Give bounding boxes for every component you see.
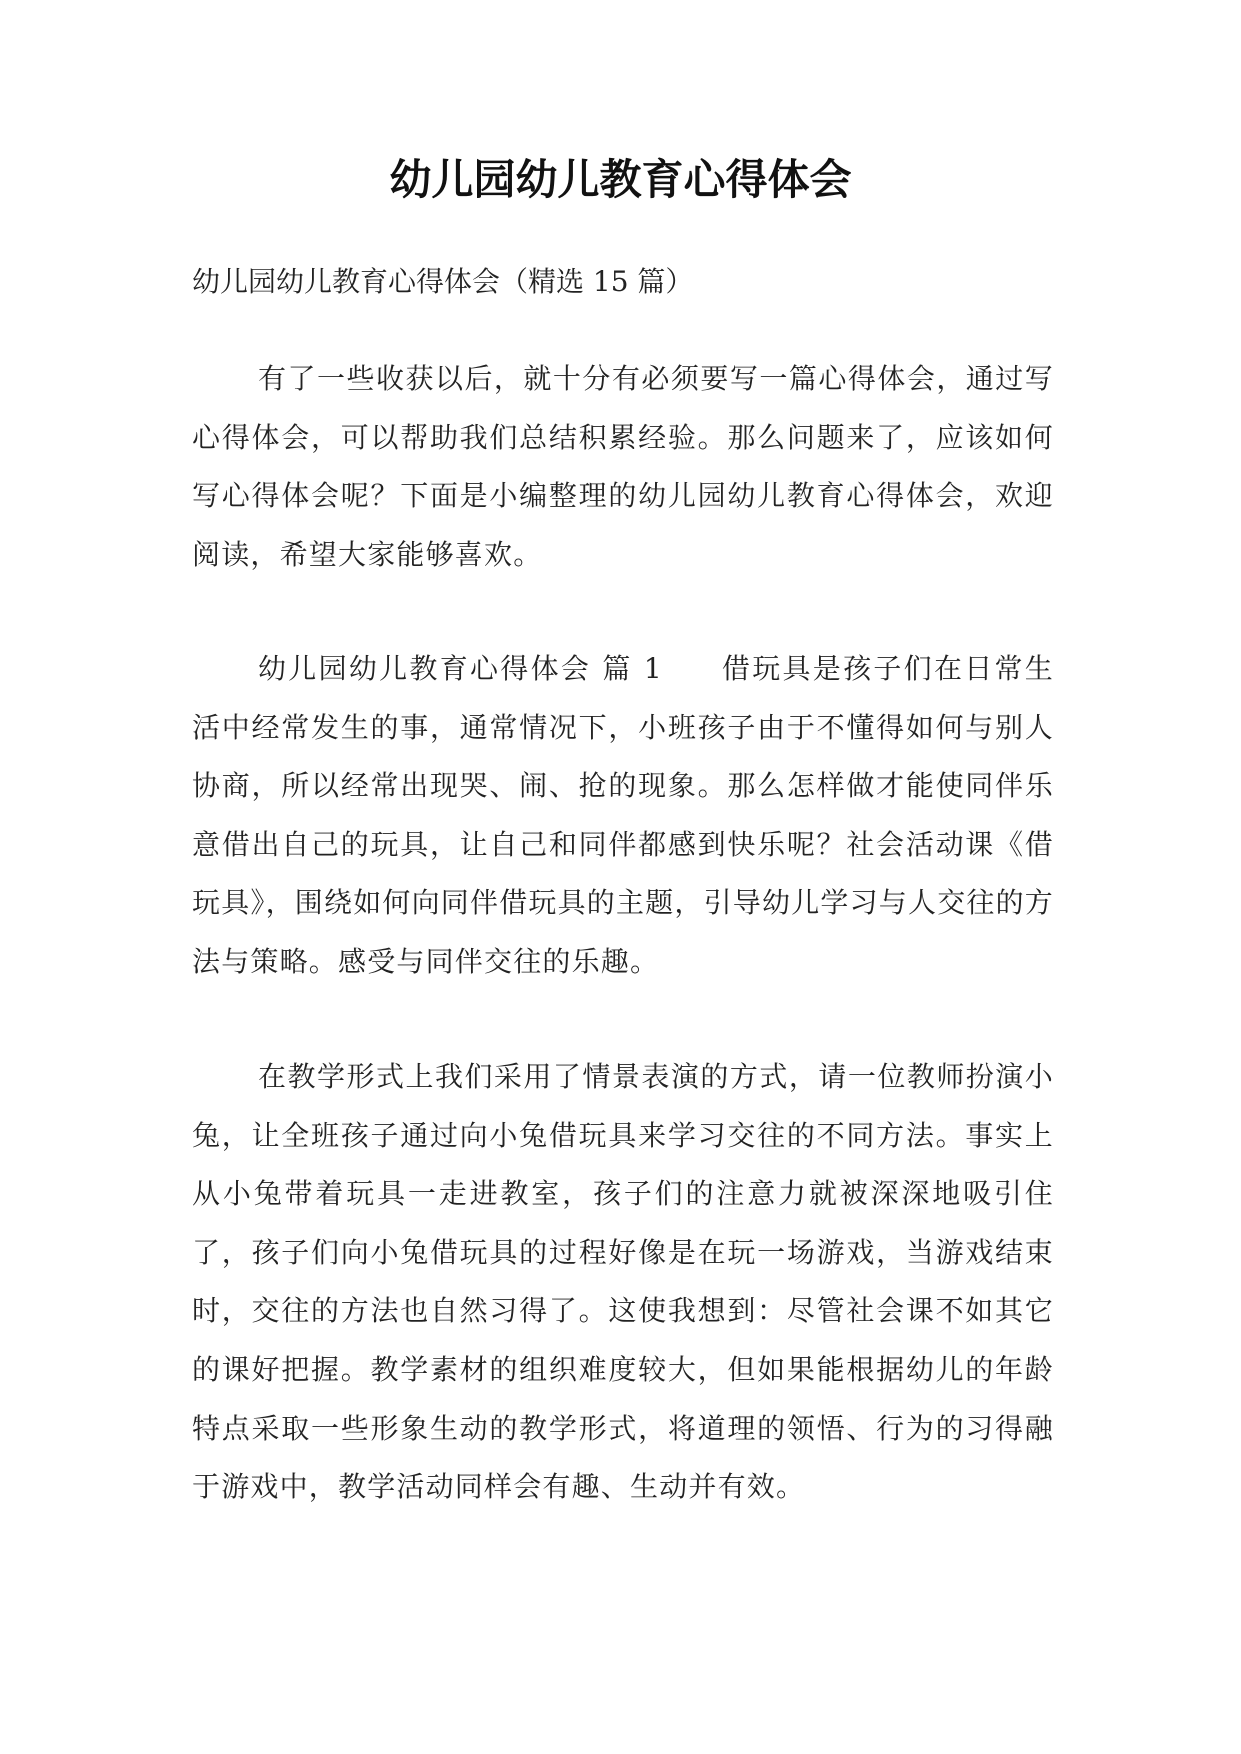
article-1-heading: 幼儿园幼儿教育心得体会 篇 1 <box>258 652 663 685</box>
document-title: 幼儿园幼儿教育心得体会 <box>389 155 852 204</box>
article-1-paragraph-1 <box>192 640 1054 992</box>
article-1-paragraph-1-text: 借玩具是孩子们在日常生活中经常发生的事，通常情况下，小班孩子由于不懂得如何与别人协商，所以经常出现哭、闹、抢的现象。那么怎样做才能使同伴乐意借出自己的玩具，让自己和同伴都感到快乐呢？社会活动课《借玩具》，围绕如何向同伴借玩具的主题，引导幼儿学习与人交往的方法与策略。感受与同伴交往的乐趣。 <box>192 652 1055 978</box>
article-1-paragraph-2: 在教学形式上我们采用了情景表演的方式，请一位教师扮演小兔，让全班孩子通过向小兔借玩具来学习交往的不同方法。事实上从小兔带着玩具一走进教室，孩子们的注意力就被深深地吸引住了，孩子们向小兔借玩具的过程好像是在玩一场游戏，当游戏结束时，交往的方法也自然习得了。这使我想到：尽管社会课不如其它的课好把握。教学素材的组织难度较大，但如果能根据幼儿的年龄特点采取一些形象生动的教学形式，将道理的领悟、行为的习得融于游戏中，教学活动同样会有趣、生动并有效。 <box>192 1060 1054 1504</box>
document-subtitle: 幼儿园幼儿教育心得体会（精选 15 篇） <box>192 265 694 298</box>
intro-paragraph: 有了一些收获以后，就十分有必须要写一篇心得体会，通过写心得体会，可以帮助我们总结积累经验。那么问题来了，应该如何写心得体会呢？下面是小编整理的幼儿园幼儿教育心得体会，欢迎阅读，希望大家能够喜欢。 <box>192 362 1054 571</box>
